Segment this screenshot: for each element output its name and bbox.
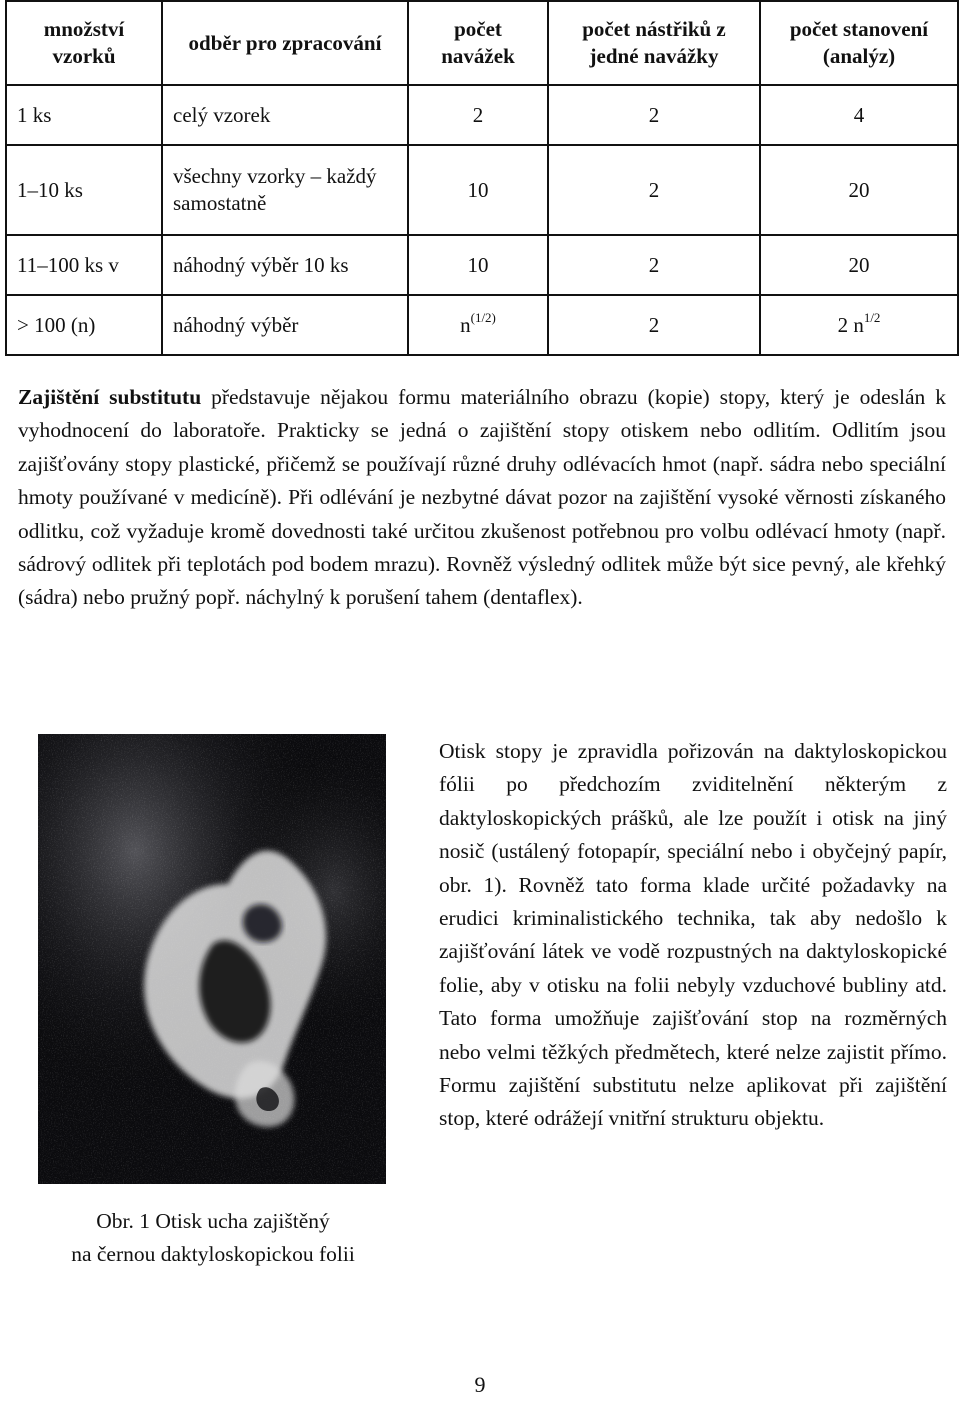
table-cell: 11–100 ks v — [6, 235, 162, 295]
table-cell: 2 — [548, 145, 760, 235]
table-cell: 2 — [548, 85, 760, 145]
caption-line: Obr. 1 Otisk ucha zajištěný — [96, 1209, 330, 1233]
table-cell: celý vzorek — [162, 85, 408, 145]
table-cell: všechny vzorky – každý samostatně — [162, 145, 408, 235]
table-header-row — [6, 1, 958, 85]
table-cell: 2 — [548, 295, 760, 355]
table-header: odběr pro zpracování — [162, 1, 408, 85]
ear-print-image — [38, 734, 386, 1184]
table-header: počet stanovení (analýz) — [760, 1, 958, 85]
table-cell — [760, 295, 958, 355]
paragraph-bold-lead: Zajištění substitutu — [18, 385, 202, 409]
table-cell: 10 — [408, 145, 548, 235]
table-cell: náhodný výběr 10 ks — [162, 235, 408, 295]
table-row — [6, 85, 958, 145]
table-cell: > 100 (n) — [6, 295, 162, 355]
table-cell: 1 ks — [6, 85, 162, 145]
table-cell: náhodný výběr — [162, 295, 408, 355]
table-header: počet nástřiků z jedné navážky — [548, 1, 760, 85]
table-row — [6, 235, 958, 295]
cell-superscript: 1/2 — [863, 309, 881, 325]
table-cell: 2 — [408, 85, 548, 145]
table-header: počet navážek — [408, 1, 548, 85]
body-paragraph — [18, 381, 946, 615]
paragraph-text: představuje nějakou formu materiálního obrazu (kopie) stopy, který je odeslán k vyhodnocení do laboratoře. Prakticky se jedná o zajištění stopy otiskem nebo odlitím. Odlitím jsou zajišťovány stopy plastické, přičemž se používají různé druhy odlévacích hmot (např. sádra nebo speciální hmoty používané v medicíně). Při odlévání je nezbytné dávat pozor na zajištění vysoké věrnosti získaného odlitku, což vyžaduje kromě dovednosti také určitou zkušenost potřebnou pro volbu odlévací hmoty (např. sádrový odlitek při teplotách pod bodem mrazu). Rovněž výsledný odlitek může být sice pevný, ale křehký (sádra) nebo pružný popř. náchylný k porušení tahem (dentaflex). — [18, 385, 946, 610]
table-cell — [408, 295, 548, 355]
table-row — [6, 295, 958, 355]
table-cell: 1–10 ks — [6, 145, 162, 235]
cell-base: 2 n — [837, 312, 864, 337]
table-row — [6, 145, 958, 235]
table-cell: 4 — [760, 85, 958, 145]
ear-print-photo — [38, 734, 386, 1184]
figure-caption — [18, 1205, 408, 1271]
table-cell: 20 — [760, 235, 958, 295]
sample-table — [5, 0, 959, 356]
table-header: množství vzorků — [6, 1, 162, 85]
page-number: 9 — [474, 1372, 486, 1397]
cell-superscript: (1/2) — [470, 309, 496, 325]
cell-base: n — [460, 312, 471, 337]
table-cell: 2 — [548, 235, 760, 295]
table-cell: 20 — [760, 145, 958, 235]
caption-line: na černou daktyloskopickou folii — [71, 1242, 355, 1266]
table-cell: 10 — [408, 235, 548, 295]
side-paragraph: Otisk stopy je zpravidla pořizován na daktyloskopickou fólii po předchozím zviditelnění některým z daktyloskopických prášků, ale lze použít i otisk na jiný nosič (ustálený fotopapír, speciální nebo i obyčejný papír, obr. 1). Rovněž tato forma klade určité požadavky na erudici kriminalistického technika, tak aby nedošlo k zajišťování látek ve vodě rozpustných na daktyloskopické folie, aby v otisku na folii nebyly vzduchové bubliny atd. Tato forma umožňuje zajišťování stop na rozměrných nebo velmi těžkých předmětech, které nelze zajistit přímo. Formu zajištění substitutu nelze aplikovat při zajištění stop, které odrážejí vnitřní strukturu objektu. — [439, 739, 947, 1131]
